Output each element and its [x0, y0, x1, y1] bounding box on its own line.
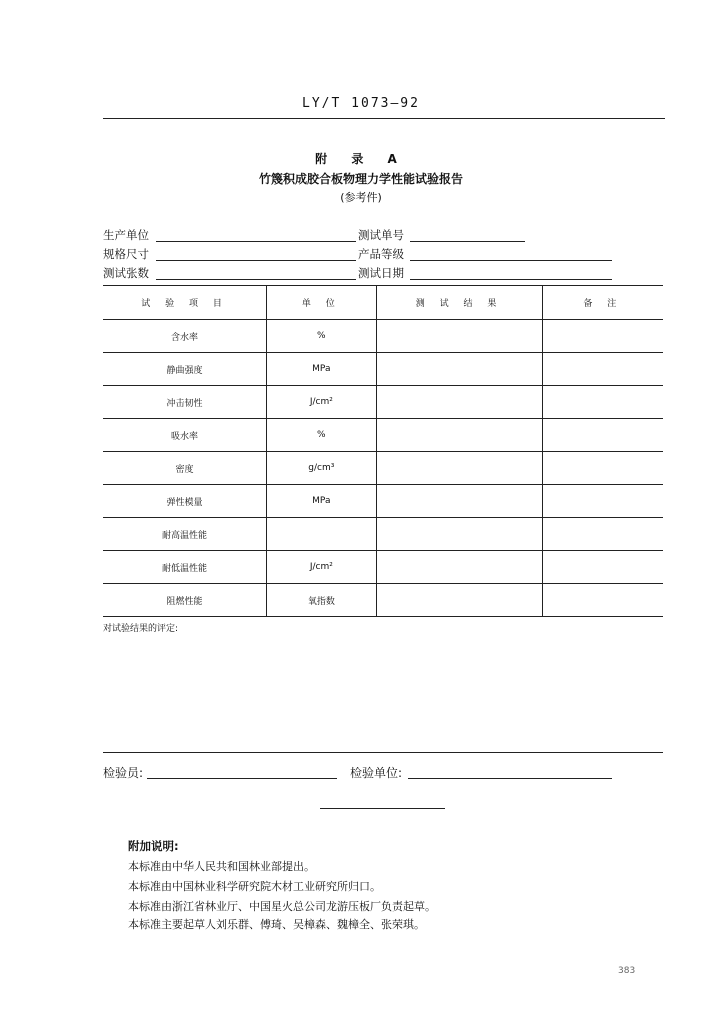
standard-code: LY/T 1073—92: [302, 96, 420, 111]
unit-cell: J/cm²: [267, 551, 376, 584]
table-row: [103, 320, 663, 353]
inspection-unit-input-line[interactable]: [408, 778, 612, 779]
remarks-cell[interactable]: [542, 452, 663, 485]
table-row: [103, 353, 663, 386]
remarks-cell[interactable]: [542, 320, 663, 353]
sheet-count-input-line[interactable]: [156, 279, 356, 280]
result-cell[interactable]: [376, 518, 542, 551]
sheet-count-label: 测试张数: [103, 266, 149, 280]
grade-input-line[interactable]: [410, 260, 612, 261]
note-line: 本标准主要起草人刘乐群、傅琦、吴樟森、魏樟全、张荣琪。: [128, 918, 425, 931]
test-report-table: [103, 285, 663, 617]
unit-cell: J/cm²: [267, 386, 376, 419]
unit-cell: MPa: [267, 353, 376, 386]
notes-title: 附加说明:: [128, 839, 179, 853]
item-cell: 弹性模量: [103, 485, 267, 518]
item-cell: 耐低温性能: [103, 551, 267, 584]
test-no-input-line[interactable]: [410, 241, 525, 242]
remarks-cell[interactable]: [542, 353, 663, 386]
result-cell[interactable]: [376, 353, 542, 386]
header-remarks: 备 注: [542, 286, 663, 320]
item-cell: 密度: [103, 452, 267, 485]
unit-cell: MPa: [267, 485, 376, 518]
producer-input-line[interactable]: [156, 241, 356, 242]
table-row: [103, 518, 663, 551]
remarks-cell[interactable]: [542, 551, 663, 584]
table-row: [103, 584, 663, 617]
table-row: [103, 386, 663, 419]
table-row: [103, 485, 663, 518]
result-cell[interactable]: [376, 551, 542, 584]
header-result: 测 试 结 果: [376, 286, 542, 320]
spec-size-label: 规格尺寸: [103, 247, 149, 261]
page-number: 383: [618, 966, 636, 976]
unit-cell: %: [267, 320, 376, 353]
evaluation-area-rule[interactable]: [103, 752, 663, 753]
unit-cell: 氧指数: [267, 584, 376, 617]
result-cell[interactable]: [376, 485, 542, 518]
test-no-label: 测试单号: [358, 228, 404, 242]
evaluation-label: 对试验结果的评定:: [103, 624, 179, 634]
table-row: [103, 452, 663, 485]
remarks-cell[interactable]: [542, 518, 663, 551]
remarks-cell[interactable]: [542, 419, 663, 452]
item-cell: 冲击韧性: [103, 386, 267, 419]
unit-cell: [267, 518, 376, 551]
result-cell[interactable]: [376, 584, 542, 617]
inspector-label: 检验员:: [103, 766, 144, 780]
table-header-row: [103, 286, 663, 320]
result-cell[interactable]: [376, 452, 542, 485]
test-date-label: 测试日期: [358, 266, 404, 280]
note-line: 本标准由中华人民共和国林业部提出。: [128, 860, 315, 873]
header-test-item: 试 验 项 目: [103, 286, 267, 320]
item-cell: 含水率: [103, 320, 267, 353]
table-row: [103, 419, 663, 452]
item-cell: 吸水率: [103, 419, 267, 452]
remarks-cell[interactable]: [542, 485, 663, 518]
result-cell[interactable]: [376, 320, 542, 353]
table-row: [103, 551, 663, 584]
item-cell: 阻燃性能: [103, 584, 267, 617]
result-cell[interactable]: [376, 386, 542, 419]
header-unit: 单 位: [267, 286, 376, 320]
producer-label: 生产单位: [103, 228, 149, 242]
unit-cell: %: [267, 419, 376, 452]
report-title: 竹篾积成胶合板物理力学性能试验报告: [258, 172, 463, 186]
section-divider: [320, 808, 445, 809]
result-cell[interactable]: [376, 419, 542, 452]
inspector-input-line[interactable]: [147, 778, 337, 779]
unit-cell: g/cm³: [267, 452, 376, 485]
inspection-unit-label: 检验单位:: [350, 766, 403, 780]
item-cell: 耐高温性能: [103, 518, 267, 551]
header-rule: [103, 118, 665, 119]
remarks-cell[interactable]: [542, 584, 663, 617]
note-line: 本标准由中国林业科学研究院木材工业研究所归口。: [128, 880, 381, 893]
grade-label: 产品等级: [358, 247, 404, 261]
item-cell: 静曲强度: [103, 353, 267, 386]
test-date-input-line[interactable]: [410, 279, 612, 280]
spec-size-input-line[interactable]: [156, 260, 356, 261]
reference-note: (参考件): [340, 191, 382, 204]
remarks-cell[interactable]: [542, 386, 663, 419]
note-line: 本标准由浙江省林业厅、中国星火总公司龙游压板厂负责起草。: [128, 900, 436, 913]
appendix-label: 附 录 A: [315, 152, 407, 166]
